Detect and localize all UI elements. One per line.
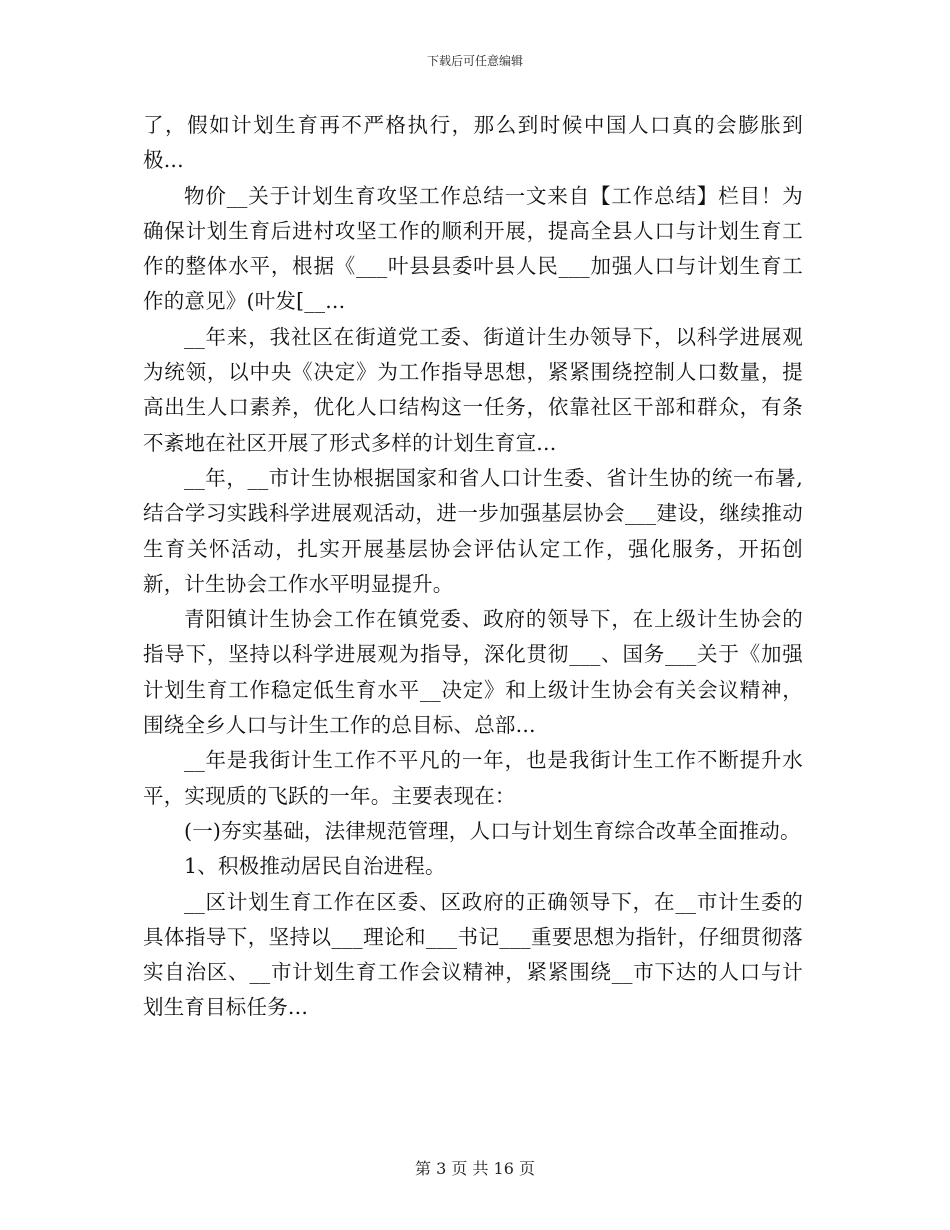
page-number-footer: 第 3 页 共 16 页 <box>415 1159 535 1178</box>
paragraph-7: (一)夯实基础，法律规范管理，人口与计划生育综合改革全面推动。 <box>184 818 801 843</box>
page-header: 下载后可任意编辑 <box>426 54 523 68</box>
paragraph-8: 1、积极推动居民自治进程。 <box>184 854 446 879</box>
paragraph-3: __年来，我社区在街道党工委、街道计生办领导下，以科学进展观为统领，以中央《决定》为工作指导思想，紧紧围绕控制人口数量，提高出生人口素养，优化人口结构这一任务，依靠社区干部和群众，有条不紊地在社区开展了形式多样的计划生育宣... <box>143 324 803 455</box>
paragraph-2: 物价__关于计划生育攻坚工作总结一文来自【工作总结】栏目！为确保计划生育后进村攻坚工作的顺利开展，提高全县人口与计划生育工作的整体水平，根据《___叶县县委叶县人民___加强人口与计划生育工作的意见》(叶发[__... <box>143 183 803 314</box>
paragraph-9: __区计划生育工作在区委、区政府的正确领导下，在__市计生委的具体指导下，坚持以___理论和___书记___重要思想为指针，仔细贯彻落实自治区、__市计划生育工作会议精神，紧紧围绕__市下达的人口与计划生育目标任务... <box>143 889 803 1020</box>
paragraph-6: __年是我街计生工作不平凡的一年，也是我街计生工作不断提升水平，实现质的飞跃的一年。主要表现在： <box>143 748 803 808</box>
paragraph-5: 青阳镇计生协会工作在镇党委、政府的领导下，在上级计生协会的指导下，坚持以科学进展观为指导，深化贯彻___、国务___关于《加强计划生育工作稳定低生育水平__决定》和上级计生协会有关会议精神，围绕全乡人口与计生工作的总目标、总部... <box>143 607 803 738</box>
document-body <box>143 108 803 1026</box>
paragraph-1: 了，假如计划生育再不严格执行，那么到时候中国人口真的会膨胀到极... <box>143 113 803 173</box>
paragraph-4: __年，__市计生协根据国家和省人口计生委、省计生协的统一布暑,结合学习实践科学进展观活动，进一步加强基层协会___建设，继续推动生育关怀活动，扎实开展基层协会评估认定工作，强化服务，开拓创新，计生协会工作水平明显提升。 <box>143 465 803 596</box>
